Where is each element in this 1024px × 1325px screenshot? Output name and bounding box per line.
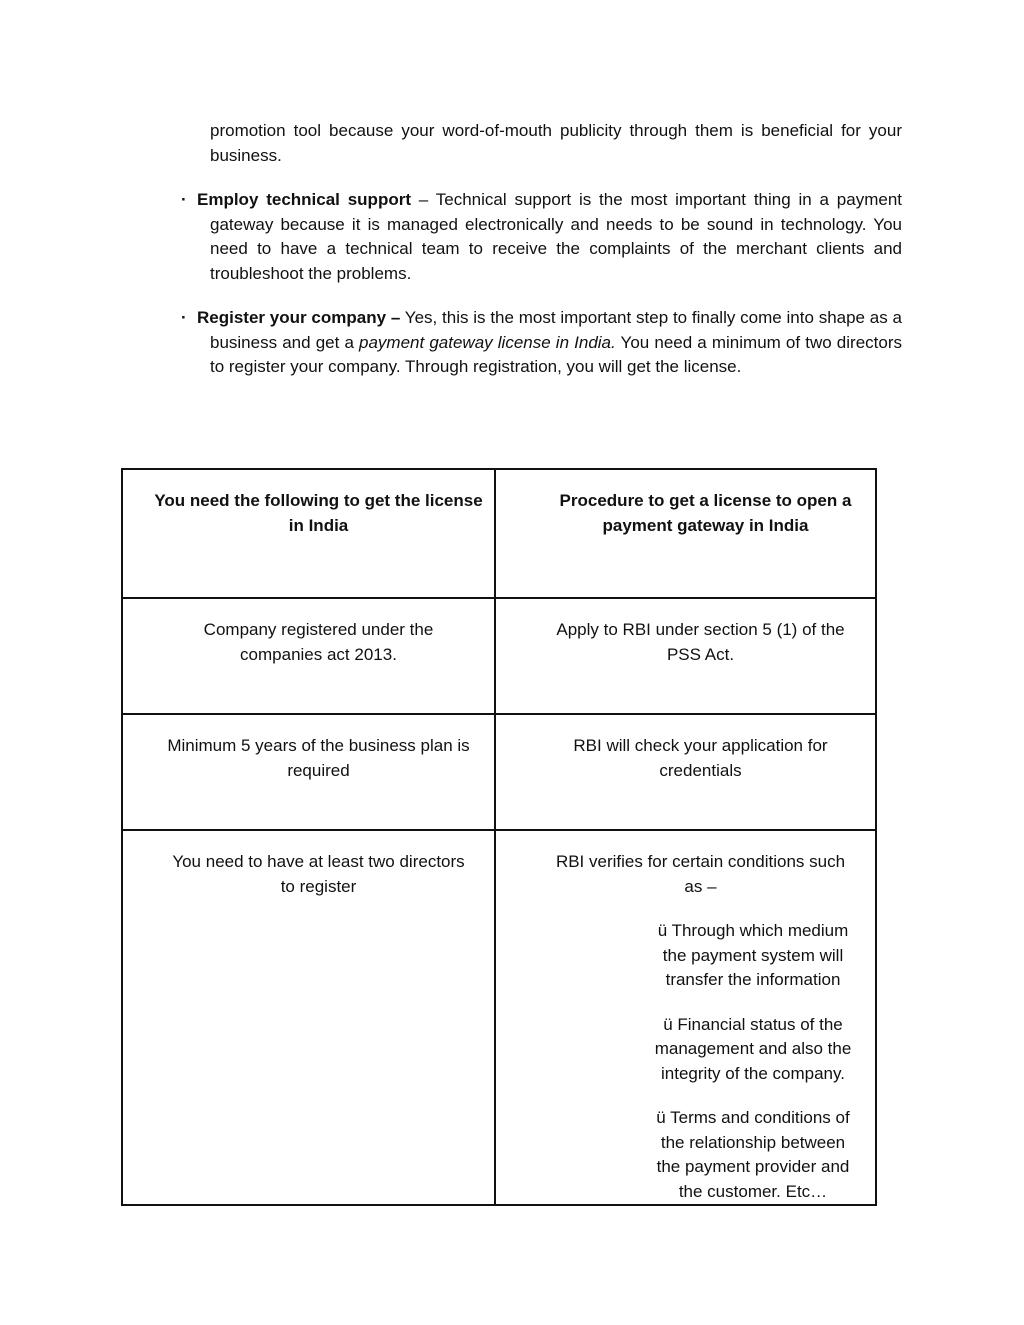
- table-row: [122, 714, 876, 830]
- bullet-text: – Technical support is the most important thing in a payment gateway because it is managed electronically and needs to be sound in technology. You need to have a technical team to receive the complaints of the merchant clients and troubleshoot the problems.: [210, 190, 903, 283]
- bullet-italic-text: payment gateway license in India.: [359, 332, 616, 352]
- bullet-symbol: ·: [181, 308, 187, 327]
- table-cell-requirement: Company registered under the companies act 2013.: [122, 598, 495, 714]
- table-header-procedure: Procedure to get a license to open a payment gateway in India: [495, 469, 876, 598]
- table-cell-procedure: [495, 830, 876, 1205]
- table-header-requirements: You need the following to get the license in India: [122, 469, 495, 598]
- bullet-text: Yes, this is the most important step to finally come into shape as a business and get a: [210, 308, 902, 352]
- table-cell-procedure: Apply to RBI under section 5 (1) of the PSS Act.: [495, 598, 876, 714]
- bullet-title: Register your company –: [197, 308, 401, 327]
- table-row: [122, 830, 876, 1205]
- condition-item: ü Financial status of the management and also the integrity of the company.: [654, 1014, 852, 1083]
- table-row: [122, 598, 876, 714]
- table-cell-requirement: You need to have at least two directors to register: [122, 830, 495, 1205]
- bullet-register-company: [181, 306, 902, 380]
- bullet-employ-technical-support: [181, 188, 902, 286]
- bullet-symbol: ·: [181, 190, 187, 209]
- table-header-row: [122, 469, 876, 598]
- table-cell-procedure: RBI will check your application for credentials: [495, 714, 876, 830]
- intro-continuation-paragraph: promotion tool because your word-of-mouth publicity through them is beneficial for your business.: [210, 121, 902, 165]
- table-cell-requirement: Minimum 5 years of the business plan is required: [122, 714, 495, 830]
- bullet-text: You need a minimum of two directors to register your company. Through registration, you will get the license.: [210, 332, 902, 376]
- condition-item: ü Through which medium the payment system will transfer the information: [657, 921, 849, 989]
- bullet-title: Employ technical support: [197, 190, 411, 209]
- condition-item: ü Terms and conditions of the relationship between the payment provider and the customer. Etc…: [656, 1108, 850, 1201]
- procedure-text: RBI verifies for certain conditions such as –: [555, 852, 846, 896]
- license-requirements-table: [121, 468, 877, 1206]
